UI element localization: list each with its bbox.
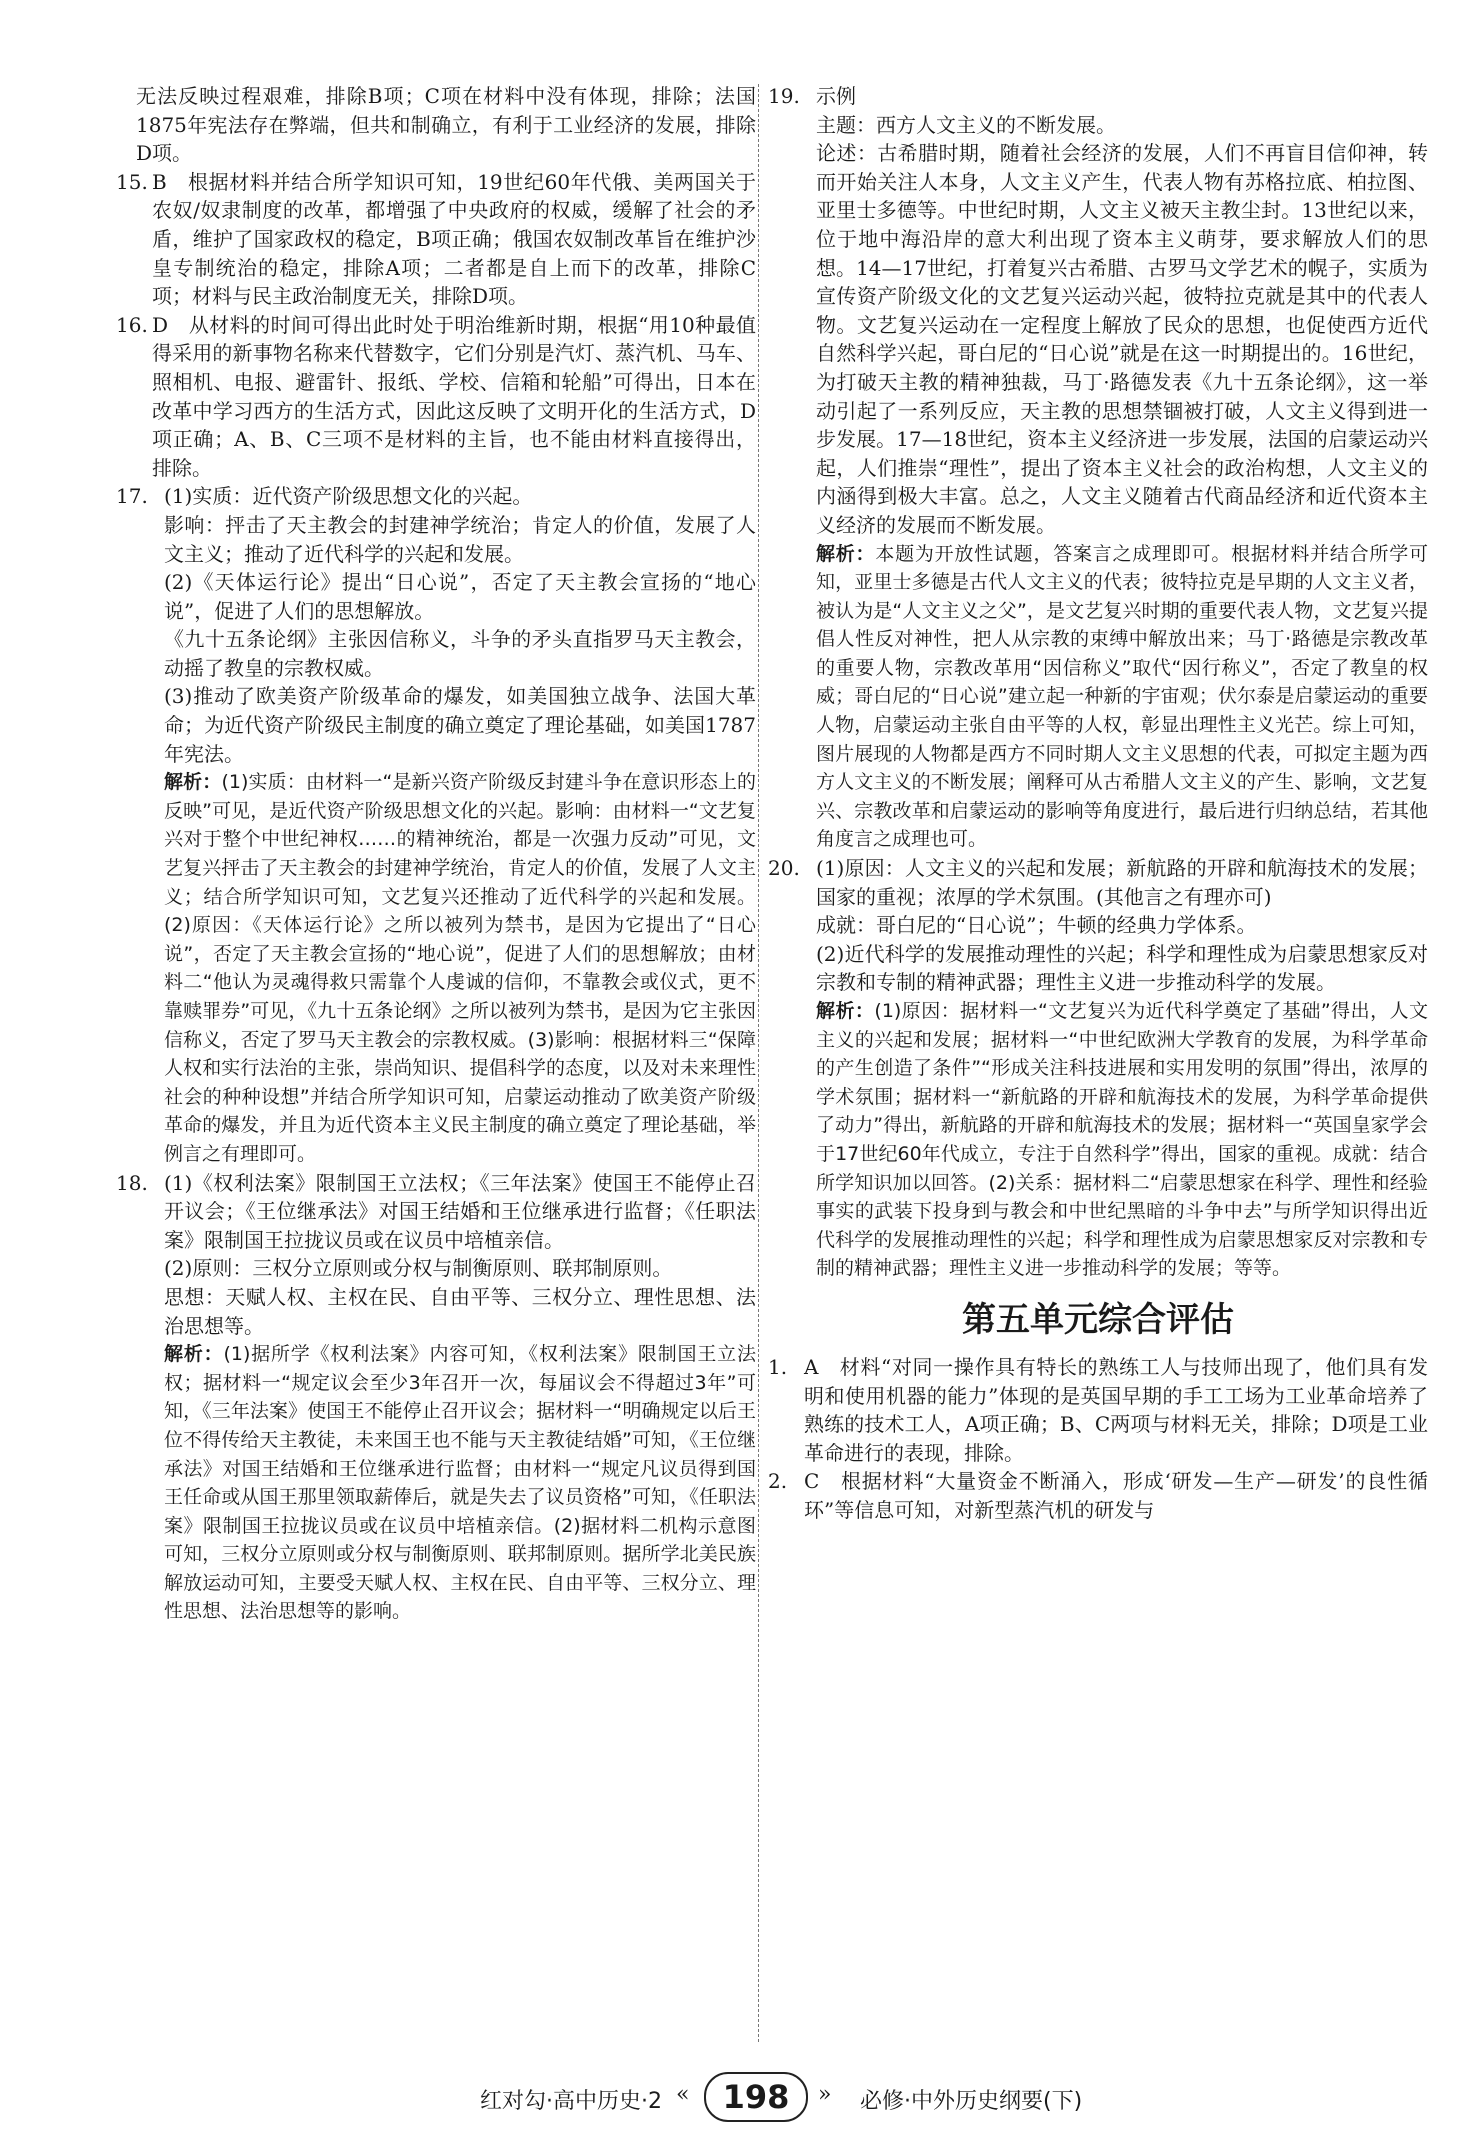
answer-essay: 论述：古希腊时期，随着社会经济的发展，人们不再盲目信仰神，转而开始关注人本身，人文主义产生，代表人物有苏格拉底、柏拉图、亚里士多德等。中世纪时期，人文主义被天主教尘封。13世纪以来，位于地中海沿岸的意大利出现了资本主义萌芽，要求解放人们的思想。14—17世纪，打着复兴古希腊、古罗马文学艺术的幌子，实质为宣传资产阶级文化的文艺复兴运动兴起，彼特拉克就是其中的代表人物。文艺复兴运动在一定程度上解放了民众的思想，也促使西方近代自然科学兴起，哥白尼的“日心说”就是在这一时期提出的。16世纪，为打破天主教的精神独裁，马丁·路德发表《九十五条论纲》，这一举动引起了一系列反应，天主教的思想禁锢被打破，人文主义得到进一步发展。17—18世纪，资本主义经济进一步发展，法国的启蒙运动兴起，人们推崇“理性”，提出了资本主义社会的政治构想，人文主义的内涵得到极大丰富。总之，人文主义随着古代商品经济和近代资本主义经济的发展而不断发展。	[816, 141, 1428, 537]
answer-part-4: 《九十五条论纲》主张因信称义，斗争的矛头直指罗马天主教会，动摇了教皇的宗教权威。	[164, 627, 756, 680]
answer-part-3: (2)近代科学的发展推动理性的兴起；科学和理性成为启蒙思想家反对宗教和专制的精神武器；理性主义进一步推动科学的发展。	[816, 941, 1428, 995]
question-number: 1.	[768, 1354, 788, 1379]
unit-question-1	[768, 1353, 1428, 1467]
question-15	[116, 168, 756, 311]
unit-title: 第五单元综合评估	[962, 1299, 1234, 1340]
question-20	[768, 854, 1428, 1283]
question-19	[768, 82, 1428, 854]
answer-part-2: (2)原则：三权分立原则或分权与制衡原则、联邦制原则。	[164, 1256, 673, 1281]
footer-course-title: 必修·中外历史纲要(下)	[860, 2089, 1083, 2114]
answer-part-2: 成就：哥白尼的“日心说”；牛顿的经典力学体系。	[816, 913, 1257, 938]
answer-block	[816, 854, 1428, 1283]
explanation	[816, 540, 1428, 855]
answer-text: D 从材料的时间可得出此时处于明治维新时期，根据“用10种最值得采用的新事物名称来代替数字，它们分别是汽灯、蒸汽机、马车、照相机、电报、避雷针、报纸、学校、信箱和轮船”可得出，日本在改革中学习西方的生活方式，因此这反映了文明开化的生活方式，D项正确；A、B、C三项不是材料的主旨，也不能由材料直接得出，排除。	[152, 312, 756, 480]
question-number: 2.	[768, 1469, 788, 1494]
question-number: 15.	[116, 169, 148, 194]
answer-block	[164, 1169, 756, 1627]
answer-part-3: 思想：天赋人权、主权在民、自由平等、三权分立、理性思想、法治思想等。	[164, 1284, 756, 1338]
explanation-label: 解析：	[816, 1000, 875, 1022]
explanation-label: 解析：	[164, 1343, 224, 1366]
answer-part-5: (3)推动了欧美资产阶级革命的爆发，如美国独立战争、法国大革命；为近代资产阶级民主制度的确立奠定了理论基础，如美国1787年宪法。	[164, 684, 756, 766]
explanation-text: 本题为开放性试题，答案言之成理即可。根据材料并结合所学可知，亚里士多德是古代人文主义的代表；彼特拉克是早期的人文主义者，被认为是“人文主义之父”，是文艺复兴时期的重要代表人物，文艺复兴提倡人性反对神性，把人从宗教的束缚中解放出来；马丁·路德是宗教改革的重要人物，宗教改革用“因信称义”取代“因行称义”，否定了教皇的权威；哥白尼的“日心说”建立起一种新的宇宙观；伏尔泰是启蒙运动的重要人物，启蒙运动主张自由平等的人权，彰显出理性主义光芒。综上可知，图片展现的人物都是西方不同时期人文主义思想的代表，可拟定主题为西方人文主义的不断发展；阐释可从古希腊人文主义的产生、影响，文艺复兴、宗教改革和启蒙运动的影响等角度进行，最后进行归纳总结，若其他角度言之成理也可。	[816, 542, 1428, 851]
unit-question-2	[768, 1467, 1428, 1524]
q14-continuation: 无法反映过程艰难，排除B项；C项在材料中没有体现，排除；法国1875年宪法存在弊端，但共和制确立，有利于工业经济的发展，排除D项。	[136, 84, 756, 166]
question-number: 20.	[768, 856, 800, 881]
explanation-label: 解析：	[816, 542, 876, 565]
answer-block	[164, 482, 756, 1168]
question-number: 18.	[116, 1170, 148, 1195]
page-footer	[0, 2072, 1468, 2122]
footer-left-arrow: «	[676, 2082, 690, 2107]
answer-part-3: (2)《天体运行论》提出“日心说”，否定了天主教会宣扬的“地心说”，促进了人们的思想解放。	[164, 570, 756, 623]
explanation	[164, 768, 756, 1168]
explanation-text: (1)实质：由材料一“是新兴资产阶级反封建斗争在意识形态上的反映”可见，是近代资产阶级思想文化的兴起。影响：由材料一“文艺复兴对于整个中世纪神权……的精神统治，都是一次强力反动”可见，文艺复兴抨击了天主教会的封建神学统治，肯定人的价值，发展了人文主义；结合所学知识可知，文艺复兴还推动了近代科学的兴起和发展。(2)原因：《天体运行论》之所以被列为禁书，是因为它提出了“日心说”，否定了天主教会宣扬的“地心说”，促进了人们的思想解放；由材料二“他认为灵魂得救只需靠个人虔诚的信仰，不靠教会或仪式，更不靠赎罪券”可见，《九十五条论纲》之所以被列为禁书，是因为它主张因信称义，否定了罗马天主教会的宗教权威。(3)影响：根据材料三“保障人权和实行法治的主张，崇尚知识、提倡科学的态度，以及对未来理性社会的种种设想”并结合所学知识可知，启蒙运动推动了欧美资产阶级革命的爆发，并且为近代资本主义民主制度的确立奠定了理论基础，举例言之有理即可。	[164, 771, 756, 1165]
answer-block	[816, 82, 1428, 854]
question-18	[116, 1169, 756, 1627]
question-number: 17.	[116, 484, 148, 509]
question-number: 16.	[116, 312, 148, 337]
explanation-text: (1)原因：据材料一“文艺复兴为近代科学奠定了基础”得出，人文主义的兴起和发展；据材料一“中世纪欧洲大学教育的发展，为科学革命的产生创造了条件”“形成关注科技进展和实用发明的氛围”得出，浓厚的学术氛围；据材料一“新航路的开辟和航海技术的发展，为科学革命提供了动力”得出，新航路的开辟和航海技术的发展；据材料一“英国皇家学会于17世纪60年代成立，专注于自然科学”得出，国家的重视。成就：结合所学知识加以回答。(2)关系：据材料二“启蒙思想家在科学、理性和经验事实的武装下投身到与教会和中世纪黑暗的斗争中去”与所学知识得出近代科学的发展推动理性的兴起；科学和理性成为启蒙思想家反对宗教和专制的精神武器；理性主义进一步推动科学的发展；等等。	[816, 1000, 1428, 1280]
page-number: 198	[704, 2072, 808, 2122]
answer-part-1: (1)实质：近代资产阶级思想文化的兴起。	[164, 484, 533, 509]
answer-text: A 材料“对同一操作具有特长的熟练工人与技师出现了，他们具有发明和使用机器的能力”体现的是英国早期的手工工场为工业革命培养了熟练的技术工人，A项正确；B、C两项与材料无关，排除；D项是工业革命进行的表现，排除。	[804, 1354, 1428, 1465]
column-divider	[758, 84, 759, 2042]
answer-part-2: 影响：抨击了天主教会的封建神学统治；肯定人的价值，发展了人文主义；推动了近代科学的兴起和发展。	[164, 512, 756, 566]
answer-theme: 主题：西方人文主义的不断发展。	[816, 112, 1116, 137]
footer-right-arrow: »	[818, 2082, 832, 2107]
answer-part-1: (1)原因：人文主义的兴起和发展；新航路的开辟和航海技术的发展；国家的重视；浓厚的学术氛围。(其他言之有理亦可)	[816, 856, 1428, 909]
question-number: 19.	[768, 84, 800, 108]
explanation	[164, 1340, 756, 1626]
question-17	[116, 482, 756, 1168]
right-column	[768, 82, 1428, 1525]
answer-text: B 根据材料并结合所学知识可知，19世纪60年代俄、美两国关于农奴/奴隶制度的改革，都增强了中央政府的权威，缓解了社会的矛盾，维护了国家政权的稳定，B项正确；俄国农奴制改革旨在维护沙皇专制统治的稳定，排除A项；二者都是自上而下的改革，排除C项；材料与民主政治制度无关，排除D项。	[152, 169, 756, 309]
left-column	[116, 82, 756, 1626]
question-16	[116, 311, 756, 483]
answer-label: 示例	[816, 84, 856, 108]
explanation	[816, 997, 1428, 1283]
answer-text: C 根据材料“大量资金不断涌入，形成‘研发—生产—研发’的良性循环”等信息可知，对新型蒸汽机的研发与	[804, 1469, 1428, 1522]
footer-book-title: 红对勾·高中历史·2	[480, 2089, 662, 2114]
explanation-label: 解析：	[164, 771, 222, 794]
answer-part-1: (1)《权利法案》限制国王立法权；《三年法案》使国王不能停止召开议会；《王位继承法》对国王结婚和王位继承进行监督；《任职法案》限制国王拉拢议员或在议员中培植亲信。	[164, 1170, 756, 1252]
explanation-text: (1)据所学《权利法案》内容可知，《权利法案》限制国王立法权；据材料一“规定议会至少3年召开一次，每届议会不得超过3年”可知，《三年法案》使国王不能停止召开议会；据材料一“明确规定以后王位不得传给天主教徒，未来国王也不能与天主教徒结婚”可知，《王位继承法》对国王结婚和王位继承进行监督；由材料一“规定凡议员得到国王任命或从国王那里领取薪俸后，就是失去了议员资格”可知，《任职法案》限制国王拉拢议员或在议员中培植亲信。(2)据材料二机构示意图可知，三权分立原则或分权与制衡原则、联邦制原则。据所学北美民族解放运动可知，主要受天赋人权、主权在民、自由平等、三权分立、理性思想、法治思想等的影响。	[164, 1343, 756, 1623]
